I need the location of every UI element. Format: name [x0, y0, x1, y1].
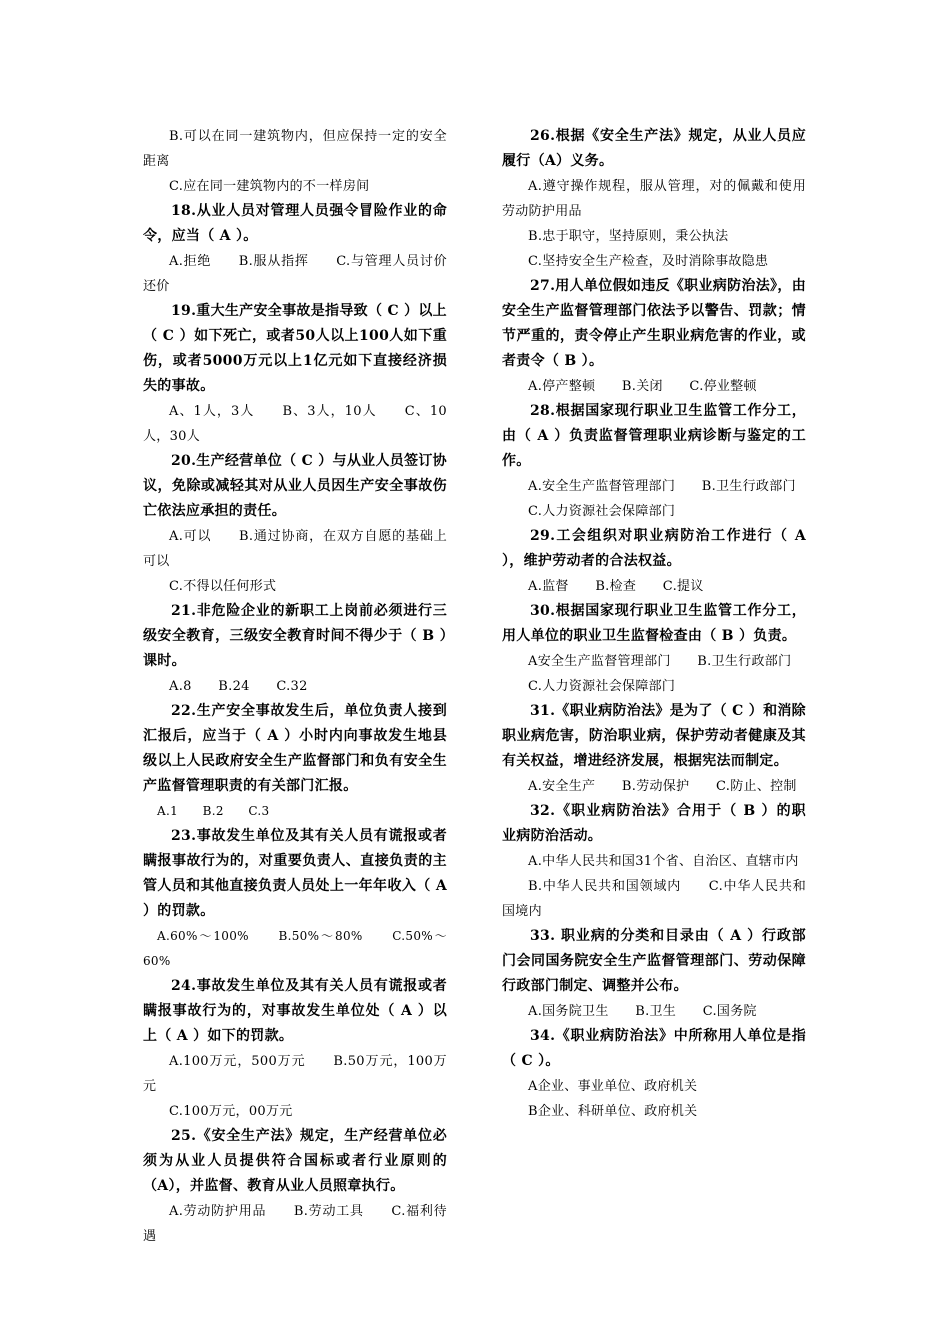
- option-text: A.可以 B.通过协商，在双方自愿的基础上可以: [143, 529, 447, 569]
- question-text: 32.《职业病防治法》合用于（ B ）的职业病防治活动。: [502, 803, 806, 844]
- option-text: A.中华人民共和国31个省、自治区、直辖市内: [528, 854, 799, 869]
- option-text: C.应在同一建筑物内的不一样房间: [169, 179, 370, 194]
- option-text: B企业、科研单位、政府机关: [528, 1104, 698, 1119]
- question-text: 24.事故发生单位及其有关人员有谎报或者瞒报事故行为的，对事故发生单位处（ A ）以上（ A ）如下的罚款。: [143, 978, 447, 1044]
- question-text: 21.非危险企业的新职工上岗前必须进行三级安全教育，三级安全教育时间不得少于（ B ）课时。: [143, 603, 447, 669]
- left-column: [143, 124, 447, 1249]
- option-text: A企业、事业单位、政府机关: [528, 1079, 698, 1094]
- option-text: A.国务院卫生 B.卫生 C.国务院: [528, 1004, 757, 1019]
- option-text: A.停产整顿 B.关闭 C.停业整顿: [528, 379, 757, 394]
- option-text: A.遵守操作规程，服从管理，对的佩戴和使用劳动防护用品: [502, 179, 806, 219]
- option-text: C.不得以任何形式: [169, 579, 277, 594]
- question-text: 25.《安全生产法》规定，生产经营单位必须为从业人员提供符合国标或者行业原则的（A），并监督、教育从业人员照章执行。: [143, 1128, 447, 1194]
- question-text: 19.重大生产安全事故是指导致（ C ）以上（ C ）如下死亡，或者50人以上100人如下重伤，或者5000万元以上1亿元如下直接经济损失的事故。: [143, 303, 447, 394]
- question-text: 23.事故发生单位及其有关人员有谎报或者瞒报事故行为的，对重要负责人、直接负责的主管人员和其他直接负责人员处上一年年收入（ A ）的罚款。: [143, 828, 447, 919]
- option-text: A.拒绝 B.服从指挥 C.与管理人员讨价还价: [143, 254, 447, 294]
- option-text: A.60%～100% B.50%～80% C.50%～60%: [143, 929, 447, 968]
- option-text: C.人力资源社会保障部门: [528, 504, 676, 519]
- option-text: A.监督 B.检查 C.提议: [528, 579, 704, 594]
- question-text: 29.工会组织对职业病防治工作进行（ A ），维护劳动者的合法权益。: [502, 528, 806, 569]
- option-text: A.劳动防护用品 B.劳动工具 C.福利待遇: [143, 1204, 447, 1244]
- option-text: C.坚持安全生产检查，及时消除事故隐患: [528, 254, 769, 269]
- question-text: 34.《职业病防治法》中所称用人单位是指（ C ）。: [502, 1028, 806, 1069]
- option-text: B.中华人民共和国领域内 C.中华人民共和国境内: [502, 879, 806, 919]
- question-text: 27.用人单位假如违反《职业病防治法》，由安全生产监督管理部门依法予以警告、罚款；情节严重的，责令停止产生职业病危害的作业，或者责令（ B ）。: [502, 278, 806, 369]
- option-text: A.1 B.2 C.3: [157, 804, 270, 818]
- question-text: 22.生产安全事故发生后，单位负责人接到汇报后，应当于（ A ）小时内向事故发生地县级以上人民政府安全生产监督部门和负有安全生产监督管理职责的有关部门汇报。: [143, 703, 447, 794]
- question-text: 30.根据国家现行职业卫生监管工作分工，用人单位的职业卫生监督检查由（ B ）负责。: [502, 603, 806, 644]
- question-text: 26.根据《安全生产法》规定，从业人员应履行（A）义务。: [502, 128, 806, 169]
- option-text: B.可以在同一建筑物内，但应保持一定的安全距离: [143, 129, 447, 169]
- option-text: A.安全生产 B.劳动保护 C.防止、控制: [528, 779, 797, 794]
- option-text: A.8 B.24 C.32: [169, 679, 308, 694]
- option-text: C.人力资源社会保障部门: [528, 679, 676, 694]
- option-text: A.100万元，500万元 B.50万元，100万元: [143, 1054, 447, 1094]
- question-text: 33. 职业病的分类和目录由（ A ）行政部门会同国务院安全生产监督管理部门、劳动保障行政部门制定、调整并公布。: [502, 928, 806, 994]
- right-column: [502, 124, 806, 1124]
- option-text: A安全生产监督管理部门 B.卫生行政部门: [528, 654, 792, 669]
- question-text: 31.《职业病防治法》是为了（ C ）和消除职业病危害，防治职业病，保护劳动者健康及其有关权益，增进经济发展，根据宪法而制定。: [502, 703, 806, 769]
- option-text: B.忠于职守，坚持原则，秉公执法: [528, 229, 729, 244]
- question-text: 28.根据国家现行职业卫生监管工作分工，由（ A ）负责监督管理职业病诊断与鉴定的工作。: [502, 403, 806, 469]
- option-text: A.安全生产监督管理部门 B.卫生行政部门: [528, 479, 796, 494]
- question-text: 20.生产经营单位（ C ）与从业人员签订协议，免除或减轻其对从业人员因生产安全事故伤亡依法应承担的责任。: [143, 453, 447, 519]
- question-text: 18.从业人员对管理人员强令冒险作业的命令，应当（ A ）。: [143, 203, 447, 244]
- option-text: C.100万元，00万元: [169, 1104, 293, 1119]
- option-text: A、1人，3人 B、3人，10人 C、10人，30人: [143, 404, 447, 444]
